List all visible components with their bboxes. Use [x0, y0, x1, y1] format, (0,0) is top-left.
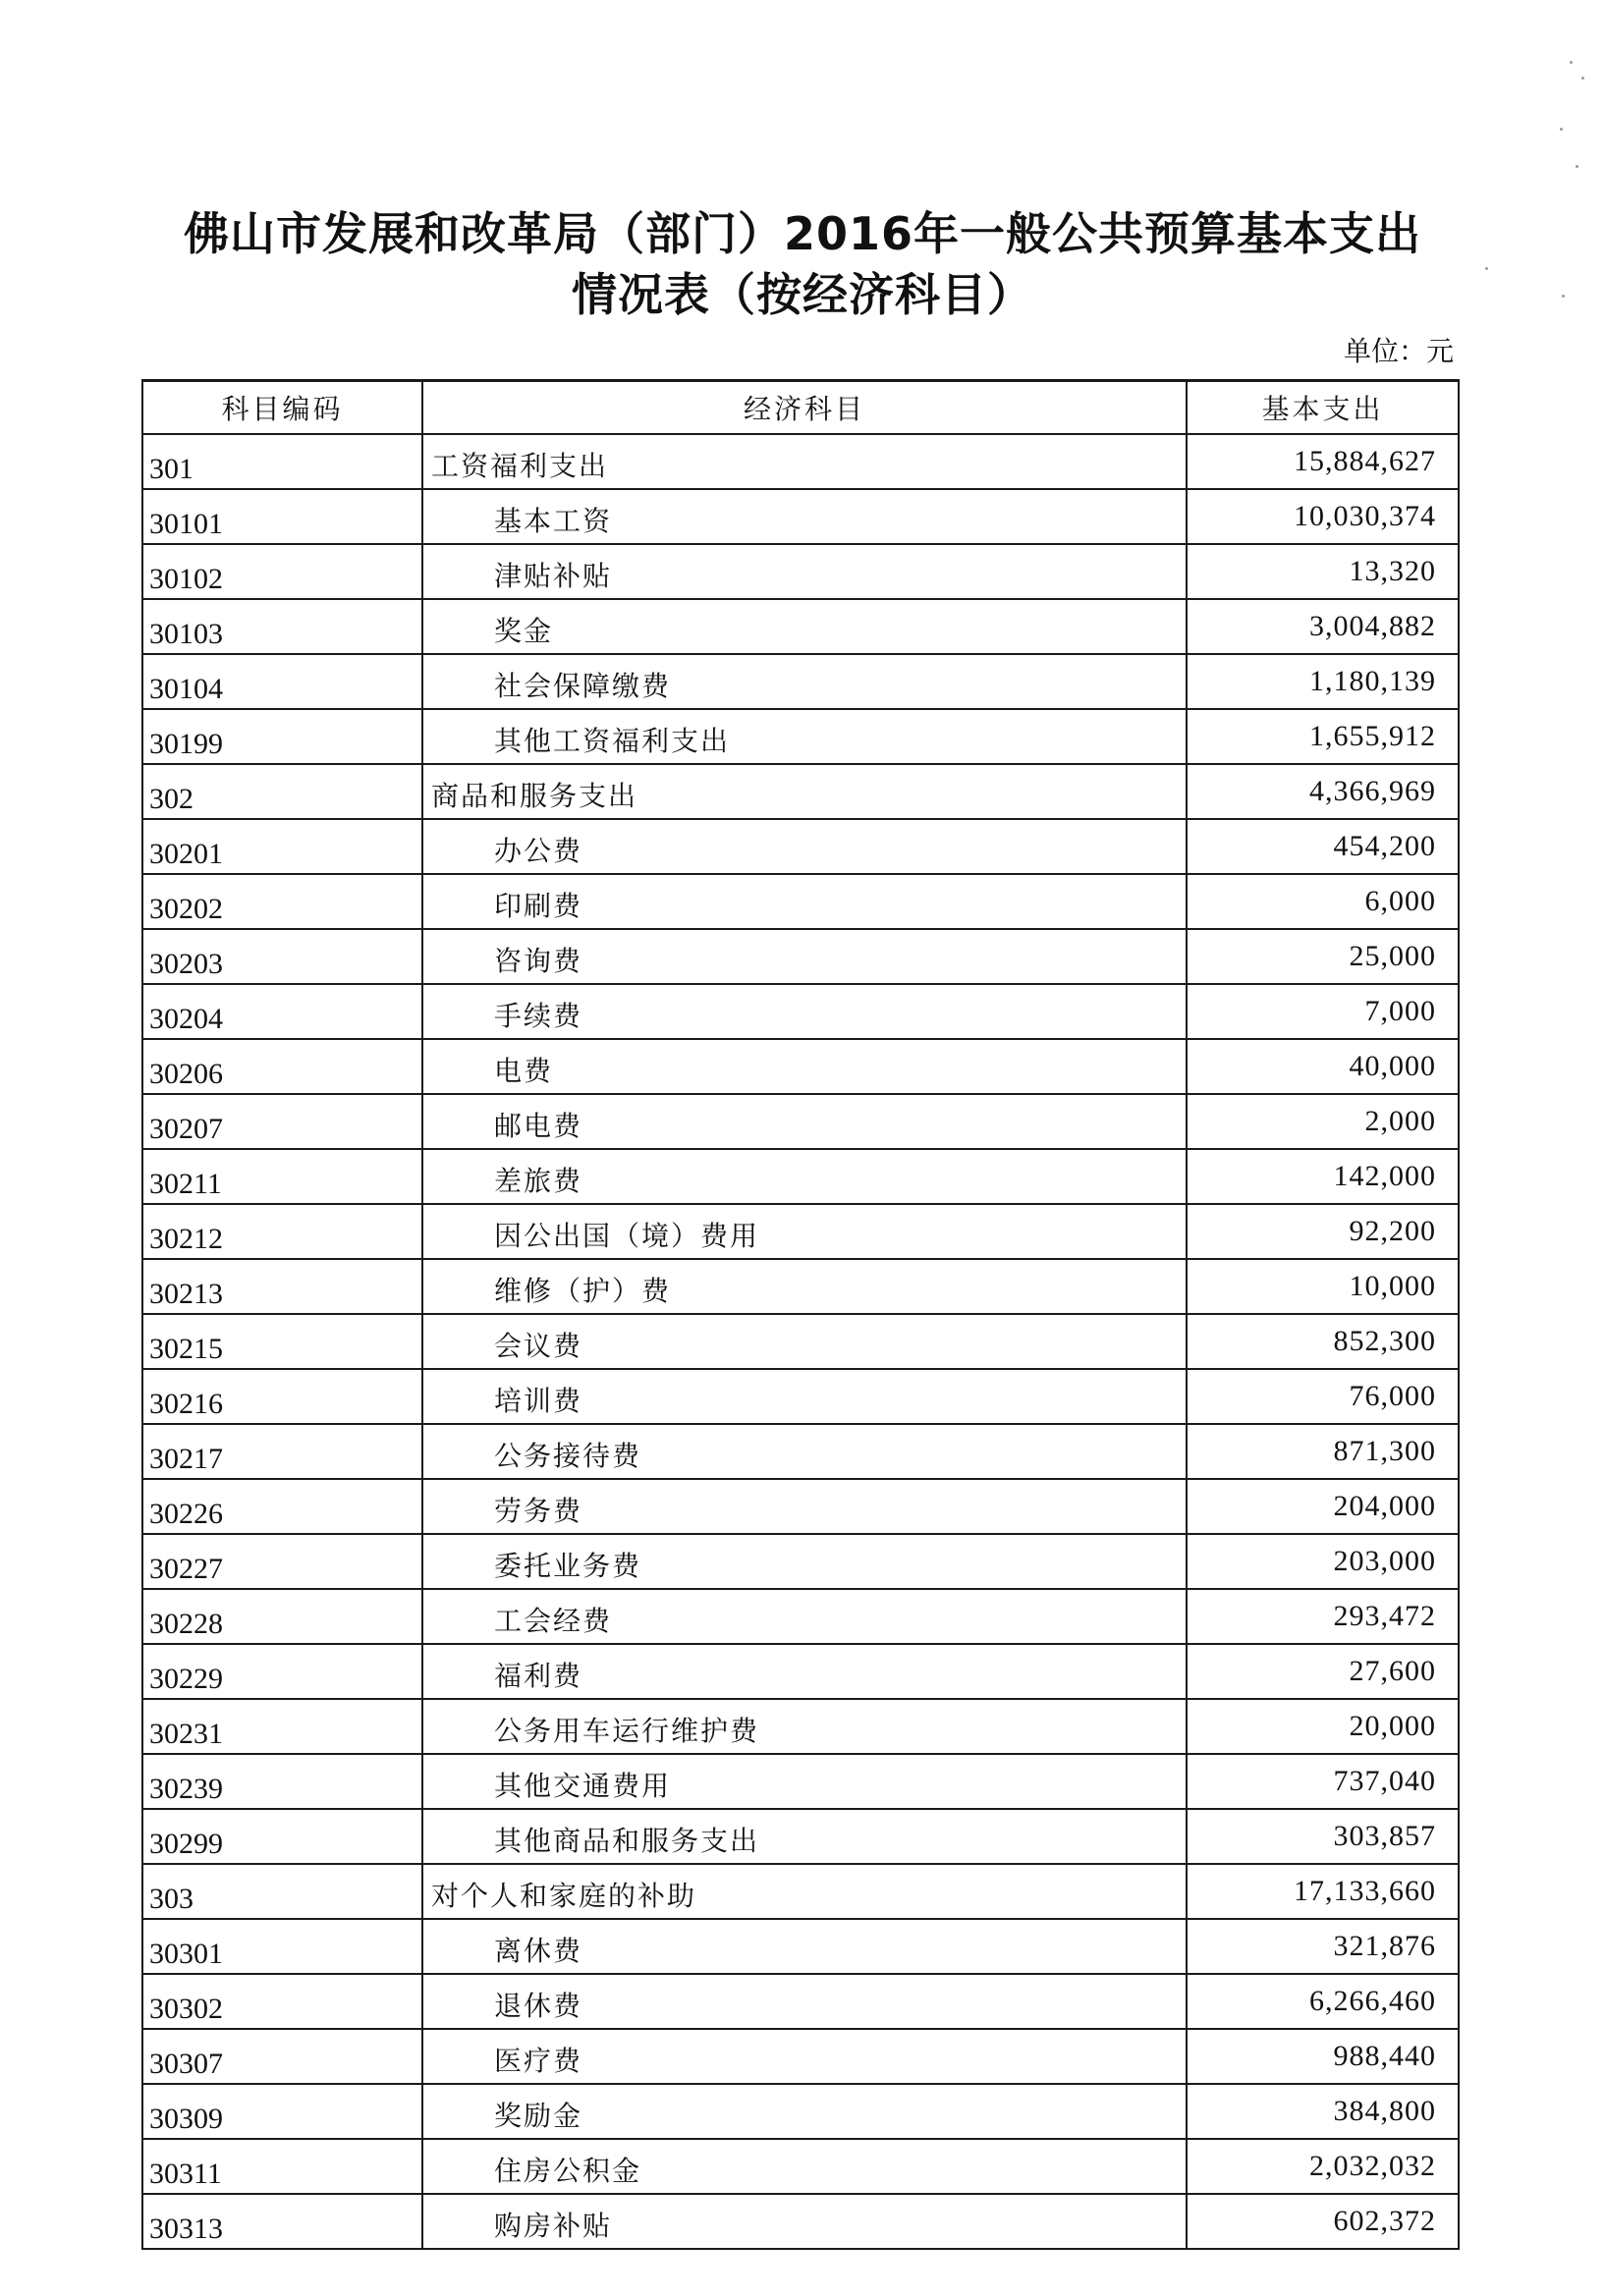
- table-row: [142, 874, 1459, 929]
- row-amount: 10,030,374: [1187, 489, 1459, 544]
- row-code: 30307: [142, 2029, 422, 2084]
- row-amount: 384,800: [1187, 2084, 1459, 2139]
- row-code: 30203: [142, 929, 422, 984]
- row-code: 30216: [142, 1369, 422, 1424]
- row-category-name: 委托业务费: [422, 1534, 1187, 1589]
- row-code: 30309: [142, 2084, 422, 2139]
- row-category-name: 奖励金: [422, 2084, 1187, 2139]
- row-category-name: 邮电费: [422, 1094, 1187, 1149]
- scan-speck: [1560, 128, 1563, 131]
- row-category-name: 差旅费: [422, 1149, 1187, 1204]
- row-code: 30217: [142, 1424, 422, 1479]
- document-title-line-2: 情况表（按经济科目）: [572, 268, 1033, 321]
- row-amount: 321,876: [1187, 1919, 1459, 1974]
- table-row: [142, 1204, 1459, 1259]
- row-category-name: 办公费: [422, 819, 1187, 874]
- row-category-name: 津贴补贴: [422, 544, 1187, 599]
- table-row: [142, 544, 1459, 599]
- row-code: 30213: [142, 1259, 422, 1314]
- row-category-name: 因公出国（境）费用: [422, 1204, 1187, 1259]
- row-code: 30204: [142, 984, 422, 1039]
- row-amount: 988,440: [1187, 2029, 1459, 2084]
- header-code: 科目编码: [142, 381, 422, 435]
- table-row: [142, 2029, 1459, 2084]
- scan-speck: [1570, 61, 1573, 64]
- table-row: [142, 709, 1459, 764]
- row-code: 30102: [142, 544, 422, 599]
- budget-table-body: [142, 434, 1459, 2249]
- row-category-name: 对个人和家庭的补助: [422, 1864, 1187, 1919]
- table-row: [142, 929, 1459, 984]
- table-row: [142, 654, 1459, 709]
- table-row: [142, 1919, 1459, 1974]
- table-row: [142, 819, 1459, 874]
- row-amount: 303,857: [1187, 1809, 1459, 1864]
- table-row: [142, 1754, 1459, 1809]
- row-code: 30231: [142, 1699, 422, 1754]
- row-amount: 20,000: [1187, 1699, 1459, 1754]
- row-amount: 76,000: [1187, 1369, 1459, 1424]
- scan-speck: [1576, 165, 1578, 168]
- row-amount: 203,000: [1187, 1534, 1459, 1589]
- row-category-name: 维修（护）费: [422, 1259, 1187, 1314]
- table-row: [142, 1424, 1459, 1479]
- row-amount: 17,133,660: [1187, 1864, 1459, 1919]
- row-amount: 10,000: [1187, 1259, 1459, 1314]
- row-amount: 1,655,912: [1187, 709, 1459, 764]
- header-economic-category: 经济科目: [422, 381, 1187, 435]
- table-row: [142, 1534, 1459, 1589]
- row-amount: 602,372: [1187, 2194, 1459, 2249]
- row-category-name: 电费: [422, 1039, 1187, 1094]
- table-row: [142, 489, 1459, 544]
- row-amount: 27,600: [1187, 1644, 1459, 1699]
- row-code: 301: [142, 434, 422, 489]
- row-category-name: 购房补贴: [422, 2194, 1187, 2249]
- row-amount: 204,000: [1187, 1479, 1459, 1534]
- table-row: [142, 1479, 1459, 1534]
- row-code: 30215: [142, 1314, 422, 1369]
- row-code: 30227: [142, 1534, 422, 1589]
- row-code: 30302: [142, 1974, 422, 2029]
- row-code: 30201: [142, 819, 422, 874]
- table-row: [142, 2194, 1459, 2249]
- table-row: [142, 1589, 1459, 1644]
- table-row: [142, 1974, 1459, 2029]
- table-row: [142, 1039, 1459, 1094]
- row-category-name: 其他商品和服务支出: [422, 1809, 1187, 1864]
- row-amount: 40,000: [1187, 1039, 1459, 1094]
- row-code: 302: [142, 764, 422, 819]
- header-basic-expenditure: 基本支出: [1187, 381, 1459, 435]
- row-code: 30202: [142, 874, 422, 929]
- row-code: 30226: [142, 1479, 422, 1534]
- table-row: [142, 1809, 1459, 1864]
- row-category-name: 商品和服务支出: [422, 764, 1187, 819]
- row-category-name: 离休费: [422, 1919, 1187, 1974]
- scan-speck: [1562, 295, 1565, 298]
- unit-label: 单位：元: [1343, 335, 1454, 367]
- row-category-name: 奖金: [422, 599, 1187, 654]
- row-code: 30199: [142, 709, 422, 764]
- table-row: [142, 1644, 1459, 1699]
- row-amount: 7,000: [1187, 984, 1459, 1039]
- table-row: [142, 2084, 1459, 2139]
- table-row: [142, 1094, 1459, 1149]
- row-category-name: 社会保障缴费: [422, 654, 1187, 709]
- row-category-name: 福利费: [422, 1644, 1187, 1699]
- budget-table: [141, 379, 1460, 2250]
- row-code: 30103: [142, 599, 422, 654]
- table-row: [142, 1259, 1459, 1314]
- row-code: 303: [142, 1864, 422, 1919]
- row-category-name: 咨询费: [422, 929, 1187, 984]
- row-amount: 454,200: [1187, 819, 1459, 874]
- document-title-line-1: 佛山市发展和改革局（部门）2016年一般公共预算基本支出: [183, 207, 1422, 260]
- scan-speck: [1485, 267, 1488, 270]
- row-amount: 293,472: [1187, 1589, 1459, 1644]
- row-code: 30301: [142, 1919, 422, 1974]
- row-code: 30313: [142, 2194, 422, 2249]
- row-amount: 2,032,032: [1187, 2139, 1459, 2194]
- row-code: 30229: [142, 1644, 422, 1699]
- row-amount: 92,200: [1187, 1204, 1459, 1259]
- row-code: 30311: [142, 2139, 422, 2194]
- row-category-name: 医疗费: [422, 2029, 1187, 2084]
- row-amount: 142,000: [1187, 1149, 1459, 1204]
- table-row: [142, 599, 1459, 654]
- row-amount: 6,000: [1187, 874, 1459, 929]
- table-row: [142, 2139, 1459, 2194]
- row-code: 30211: [142, 1149, 422, 1204]
- row-category-name: 手续费: [422, 984, 1187, 1039]
- row-category-name: 印刷费: [422, 874, 1187, 929]
- row-category-name: 公务接待费: [422, 1424, 1187, 1479]
- row-category-name: 退休费: [422, 1974, 1187, 2029]
- table-row: [142, 764, 1459, 819]
- row-category-name: 培训费: [422, 1369, 1187, 1424]
- row-amount: 6,266,460: [1187, 1974, 1459, 2029]
- row-category-name: 公务用车运行维护费: [422, 1699, 1187, 1754]
- row-category-name: 工资福利支出: [422, 434, 1187, 489]
- row-code: 30206: [142, 1039, 422, 1094]
- row-category-name: 其他交通费用: [422, 1754, 1187, 1809]
- table-row: [142, 1314, 1459, 1369]
- row-amount: 2,000: [1187, 1094, 1459, 1149]
- row-amount: 15,884,627: [1187, 434, 1459, 489]
- row-code: 30239: [142, 1754, 422, 1809]
- table-header-row: [142, 381, 1459, 435]
- row-amount: 737,040: [1187, 1754, 1459, 1809]
- row-code: 30299: [142, 1809, 422, 1864]
- row-amount: 4,366,969: [1187, 764, 1459, 819]
- row-category-name: 劳务费: [422, 1479, 1187, 1534]
- table-row: [142, 1699, 1459, 1754]
- row-category-name: 基本工资: [422, 489, 1187, 544]
- row-category-name: 住房公积金: [422, 2139, 1187, 2194]
- row-category-name: 工会经费: [422, 1589, 1187, 1644]
- row-amount: 1,180,139: [1187, 654, 1459, 709]
- row-amount: 871,300: [1187, 1424, 1459, 1479]
- row-code: 30101: [142, 489, 422, 544]
- table-row: [142, 1864, 1459, 1919]
- row-code: 30212: [142, 1204, 422, 1259]
- table-row: [142, 1149, 1459, 1204]
- table-row: [142, 984, 1459, 1039]
- row-category-name: 其他工资福利支出: [422, 709, 1187, 764]
- row-amount: 3,004,882: [1187, 599, 1459, 654]
- row-category-name: 会议费: [422, 1314, 1187, 1369]
- row-code: 30228: [142, 1589, 422, 1644]
- scan-speck: [1581, 77, 1584, 80]
- table-row: [142, 1369, 1459, 1424]
- row-code: 30104: [142, 654, 422, 709]
- table-row: [142, 434, 1459, 489]
- row-amount: 25,000: [1187, 929, 1459, 984]
- row-amount: 852,300: [1187, 1314, 1459, 1369]
- row-amount: 13,320: [1187, 544, 1459, 599]
- row-code: 30207: [142, 1094, 422, 1149]
